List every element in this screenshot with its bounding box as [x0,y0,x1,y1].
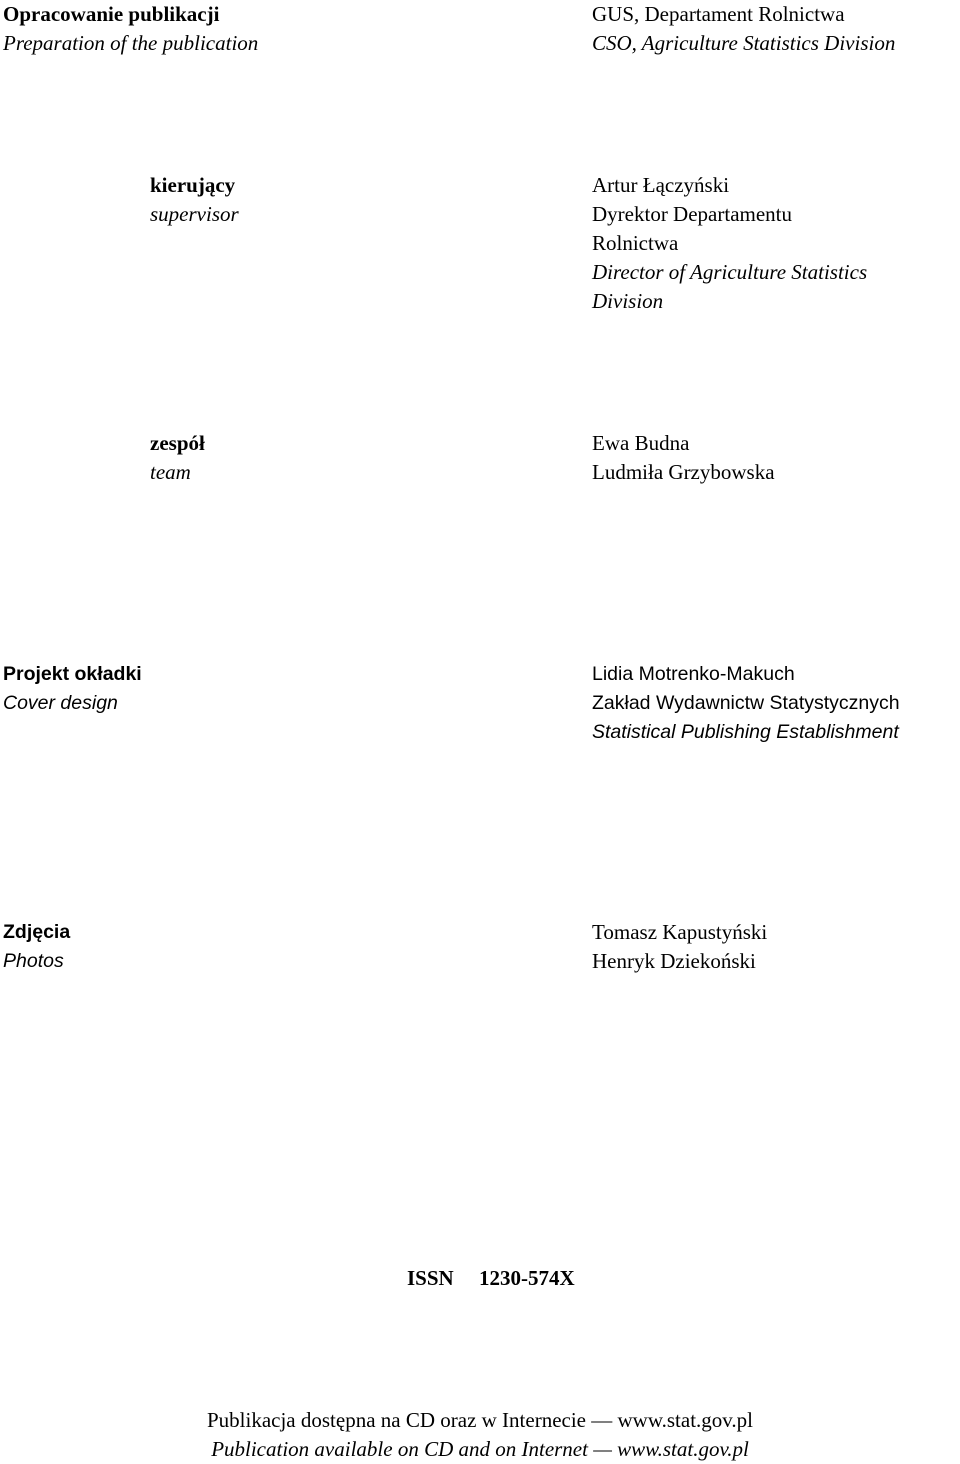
team-label-pl: zespół [150,431,205,455]
cover-org-pl: Zakład Wydawnictw Statystycznych [592,692,900,714]
issn-label: ISSN [407,1266,454,1290]
header-value [592,0,895,58]
team-member: Ewa Budna [592,431,690,455]
availability-note [0,1406,960,1464]
team-label [150,429,205,487]
photographer-name: Henryk Dziekoński [592,949,756,973]
cover-info [592,660,900,747]
photographer-name: Tomasz Kapustyński [592,920,768,944]
cover-label [3,660,142,718]
supervisor-info [592,171,867,316]
cover-label-pl: Projekt okładki [3,663,142,685]
photos-credits [592,918,767,976]
header-label [3,0,258,58]
header-label-pl: Opracowanie publikacji [3,2,220,26]
header-value-pl: GUS, Departament Rolnictwa [592,2,845,26]
supervisor-title-pl-1: Dyrektor Departamentu [592,202,793,226]
team-members [592,429,775,487]
availability-text-pl: Publikacja dostępna na CD oraz w Internecie — www.stat.gov.pl [206,1408,754,1432]
header-value-en: CSO, Agriculture Statistics Division [592,31,896,55]
supervisor-title-en-1: Director of Agriculture Statistics [592,260,868,284]
cover-label-en: Cover design [3,692,118,714]
supervisor-name: Artur Łączyński [592,173,730,197]
photos-label-pl: Zdjęcia [3,921,71,943]
cover-designer-name: Lidia Motrenko-Makuch [592,663,795,685]
supervisor-label [150,171,239,229]
cover-org-en: Statistical Publishing Establishment [592,721,899,743]
supervisor-title-pl-2: Rolnictwa [592,231,679,255]
photos-label-en: Photos [3,950,64,972]
supervisor-label-pl: kierujący [150,173,236,197]
supervisor-title-en-2: Division [592,289,664,313]
availability-text-en: Publication available on CD and on Internet — www.stat.gov.pl [211,1437,749,1461]
issn-line [407,1264,575,1293]
header-label-en: Preparation of the publication [3,31,259,55]
supervisor-label-en: supervisor [150,202,239,226]
photos-label [3,918,70,976]
team-member: Ludmiła Grzybowska [592,460,775,484]
issn-value: 1230-574X [478,1266,575,1290]
team-label-en: team [150,460,191,484]
